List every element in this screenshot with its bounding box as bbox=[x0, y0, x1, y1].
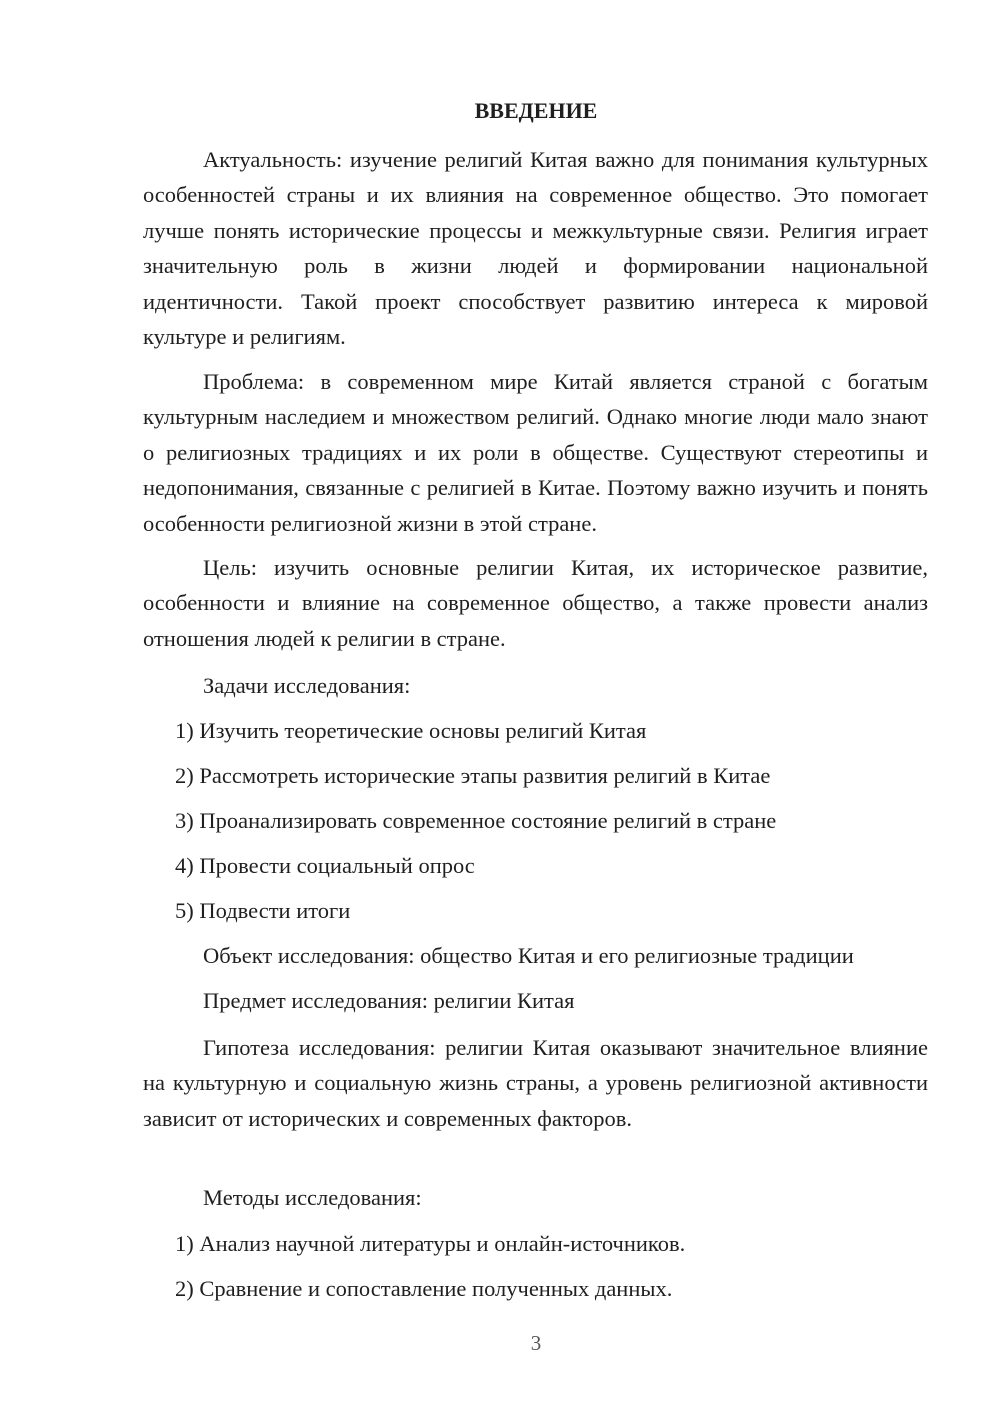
task-item: 5) Подвести итоги bbox=[175, 898, 351, 923]
research-object: Объект исследования: общество Китая и его религиозные традиции bbox=[203, 943, 854, 968]
relevance-text: Актуальность: изучение религий Китая важно для понимания культурных особенностей страны и их влияния на современное общество. Это помогает лучше понять исторические процессы и межкультурные связи. Религия играет значительную роль в жизни людей и формировании национальной идентичности. Такой проект способствует развитию интереса к мировой культуре и религиям. bbox=[143, 147, 928, 350]
problem-text: Проблема: в современном мире Китай является страной с богатым культурным наследием и множеством религий. Однако многие люди мало знают о религиозных традициях и их роли в обществе. Существуют стереотипы и недопонимания, связанные с религией в Китае. Поэтому важно изучить и понять особенности религиозной жизни в этой стране. bbox=[143, 369, 928, 536]
method-item: 1) Анализ научной литературы и онлайн-источников. bbox=[175, 1231, 686, 1256]
methods-heading: Методы исследования: bbox=[203, 1185, 422, 1210]
task-item: 4) Провести социальный опрос bbox=[175, 853, 475, 878]
hypothesis-text: Гипотеза исследования: религии Китая оказывают значительное влияние на культурную и социальную жизнь страны, а уровень религиозной активности зависит от исторических и современных факторов. bbox=[143, 1035, 928, 1131]
problem-paragraph bbox=[143, 364, 928, 541]
task-item: 1) Изучить теоретические основы религий Китая bbox=[175, 718, 647, 743]
goal-text: Цель: изучить основные религии Китая, их историческое развитие, особенности и влияние на современное общество, а также провести анализ отношения людей к религии в стране. bbox=[143, 555, 928, 651]
section-title: ВВЕДЕНИЕ bbox=[474, 98, 598, 123]
task-item: 2) Рассмотреть исторические этапы развития религий в Китае bbox=[175, 763, 771, 788]
page-number: 3 bbox=[530, 1331, 542, 1355]
task-item: 3) Проанализировать современное состояние религий в стране bbox=[175, 808, 777, 833]
goal-paragraph bbox=[143, 550, 928, 656]
hypothesis-paragraph bbox=[143, 1030, 928, 1136]
tasks-heading: Задачи исследования: bbox=[203, 673, 411, 698]
research-subject: Предмет исследования: религии Китая bbox=[203, 988, 575, 1013]
method-item: 2) Сравнение и сопоставление полученных данных. bbox=[175, 1276, 673, 1301]
relevance-paragraph bbox=[143, 142, 928, 354]
